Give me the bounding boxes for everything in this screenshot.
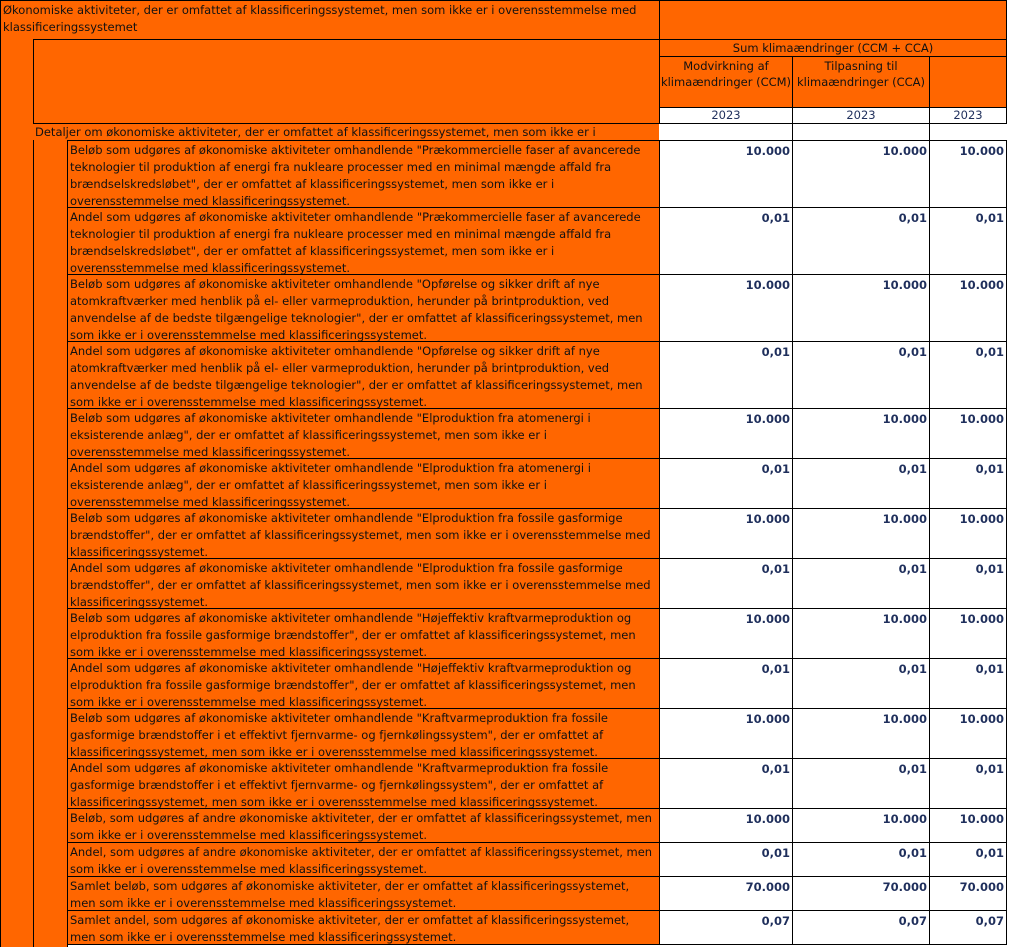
row-label: Andel som udgøres af økonomiske aktiviteter omhandlende "Højeffektiv kraftvarmeproduktion og elproduktion fra fossile gasformige brændstoffer", der er omfattet af klassificeringssystemet, men som ikke er i overensstemmelse med klassificeringssystemet. <box>70 661 636 709</box>
indent-strip-inner <box>33 140 68 947</box>
value-cca: 0,01 <box>898 345 927 359</box>
value-cca-cell[interactable] <box>792 558 930 609</box>
row-label: Beløb som udgøres af økonomiske aktiviteter omhandlende "Prækommercielle faser af avancerede teknologier til produktion af energi fra nukleare processer med en minimal mængde affald fra brændselskredsløbet", der er omfattet af klassificeringssystemet, men som ikke er i overensstemmelse med klassificeringssystemet. <box>70 143 641 208</box>
value-total-cell[interactable] <box>929 207 1007 275</box>
value-total-cell[interactable] <box>929 274 1007 342</box>
value-ccm-cell[interactable] <box>659 207 793 275</box>
value-ccm-cell[interactable] <box>659 274 793 342</box>
value-ccm: 0,01 <box>761 846 790 860</box>
details-label-cell <box>33 124 660 141</box>
value-cca: 0,01 <box>898 846 927 860</box>
value-total: 0,01 <box>975 846 1004 860</box>
value-cca-cell[interactable] <box>792 758 930 809</box>
value-ccm: 0,01 <box>761 662 790 676</box>
row-label: Andel som udgøres af økonomiske aktiviteter omhandlende "Prækommercielle faser af avancerede teknologier til produktion af energi fra nukleare processer med en minimal mængde affald fra brændselskredsløbet", der er omfattet af klassificeringssystemet, men som ikke er i overensstemmelse med klassificeringssystemet. <box>70 210 641 275</box>
row-label-cell <box>67 608 660 659</box>
value-total-cell[interactable] <box>929 408 1007 459</box>
value-cca-cell[interactable] <box>792 274 930 342</box>
row-label-cell <box>67 341 660 409</box>
value-cca-cell[interactable] <box>792 910 930 945</box>
col-header-ccm <box>659 56 793 108</box>
value-cca: 10.000 <box>882 512 927 526</box>
value-ccm: 0,07 <box>761 914 790 928</box>
value-total-cell[interactable] <box>929 608 1007 659</box>
row-label: Andel som udgøres af økonomiske aktiviteter omhandlende "Kraftvarmeproduktion fra fossile gasformige brændstoffer i et effektivt fjernvarme- og fjernkølingssystem", der er omfattet af klassificeringssystemet, men som ikke er i overensstemmelse med klassificeringssystemet. <box>70 761 609 809</box>
value-total-cell[interactable] <box>929 458 1007 509</box>
row-label-cell <box>67 910 660 945</box>
row-label-cell <box>67 207 660 275</box>
value-cca: 0,01 <box>898 462 927 476</box>
value-cca-cell[interactable] <box>792 207 930 275</box>
details-gap-divider-1 <box>792 124 793 141</box>
value-total-cell[interactable] <box>929 658 1007 709</box>
row-label: Andel som udgøres af økonomiske aktiviteter omhandlende "Elproduktion fra fossile gasformige brændstoffer", der er omfattet af klassificeringssystemet, men som ikke er i overensstemmelse med klassificeringssystemet. <box>70 561 651 609</box>
row-label: Beløb som udgøres af økonomiske aktiviteter omhandlende "Opførelse og sikker drift af nye atomkraftværker med henblik på el- eller varmeproduktion, herunder på brintproduktion, ved anvendelse af de bedste tilgængelige teknologier", der er omfattet af klassificeringssystemet, men som ikke er i overensstemmelse med klassificeringssystemet. <box>70 277 643 342</box>
year-cell-total <box>929 107 1007 124</box>
row-label-cell <box>67 408 660 459</box>
value-cca-cell[interactable] <box>792 458 930 509</box>
value-ccm: 0,01 <box>761 562 790 576</box>
value-total: 10.000 <box>959 812 1004 826</box>
year-cell-cca <box>792 107 930 124</box>
group-header: Sum klimaændringer (CCM + CCA) <box>732 41 934 55</box>
section-title-cell <box>0 0 660 40</box>
row-label-cell <box>67 842 660 877</box>
header-label-block <box>33 39 660 124</box>
value-total: 0,01 <box>975 211 1004 225</box>
row-label: Samlet andel, som udgøres af økonomiske aktiviteter, der er omfattet af klassificeringssystemet, men som ikke er i overensstemmelse med klassificeringssystemet. <box>70 913 630 944</box>
value-total-cell[interactable] <box>929 140 1007 208</box>
row-label: Samlet beløb, som udgøres af økonomiske aktiviteter, der er omfattet af klassificeringssystemet, men som ikke er i overensstemmelse med klassificeringssystemet. <box>70 879 630 910</box>
value-total: 10.000 <box>959 612 1004 626</box>
value-cca: 10.000 <box>882 278 927 292</box>
value-total-cell[interactable] <box>929 808 1007 843</box>
section-title: Økonomiske aktiviteter, der er omfattet af klassificeringssystemet, men som ikke er i overensstemmelse med klassificeringssystemet <box>3 3 637 34</box>
value-ccm: 10.000 <box>745 512 790 526</box>
value-total: 10.000 <box>959 144 1004 158</box>
value-cca: 10.000 <box>882 144 927 158</box>
header-filler-right <box>659 0 1007 40</box>
value-ccm-cell[interactable] <box>659 408 793 459</box>
value-total-cell[interactable] <box>929 842 1007 877</box>
value-ccm: 10.000 <box>745 812 790 826</box>
value-ccm-cell[interactable] <box>659 341 793 409</box>
value-total: 0,01 <box>975 762 1004 776</box>
row-label: Beløb, som udgøres af andre økonomiske aktiviteter, der er omfattet af klassificeringssystemet, men som ikke er i overensstemmelse med klassificeringssystemet. <box>70 811 652 842</box>
value-cca: 0,07 <box>898 914 927 928</box>
value-cca-cell[interactable] <box>792 708 930 759</box>
value-ccm: 0,01 <box>761 345 790 359</box>
value-cca: 0,01 <box>898 762 927 776</box>
row-label-cell <box>67 558 660 609</box>
row-label-cell <box>67 458 660 509</box>
row-label-cell <box>67 708 660 759</box>
value-ccm-cell[interactable] <box>659 658 793 709</box>
value-ccm-cell[interactable] <box>659 140 793 208</box>
value-cca: 0,01 <box>898 662 927 676</box>
value-cca: 10.000 <box>882 812 927 826</box>
value-ccm-cell[interactable] <box>659 910 793 945</box>
row-label: Beløb som udgøres af økonomiske aktiviteter omhandlende "Elproduktion fra atomenergi i eksisterende anlæg", der er omfattet af klassificeringssystemet, men som ikke er i overensstemmelse med klassificeringssystemet. <box>70 411 591 459</box>
value-cca-cell[interactable] <box>792 140 930 208</box>
row-label: Beløb som udgøres af økonomiske aktiviteter omhandlende "Kraftvarmeproduktion fra fossile gasformige brændstoffer i et effektivt fjernvarme- og fjernkølingssystem", der er omfattet af klassificeringssystemet, men som ikke er i overensstemmelse med klassificeringssystemet. <box>70 711 609 759</box>
value-total-cell[interactable] <box>929 876 1007 911</box>
year-cell-ccm <box>659 107 793 124</box>
value-total-cell[interactable] <box>929 508 1007 559</box>
value-ccm-cell[interactable] <box>659 876 793 911</box>
value-ccm: 0,01 <box>761 211 790 225</box>
value-cca-cell[interactable] <box>792 608 930 659</box>
value-total-cell[interactable] <box>929 558 1007 609</box>
col-header-cca-label: Tilpasning til klimaændringer (CCA) <box>796 59 926 89</box>
year-cca: 2023 <box>846 108 876 122</box>
row-label-cell <box>67 508 660 559</box>
col-header-cca <box>792 56 930 108</box>
row-label: Beløb som udgøres af økonomiske aktiviteter omhandlende "Elproduktion fra fossile gasformige brændstoffer", der er omfattet af klassificeringssystemet, men som ikke er i overensstemmelse med klassificeringssystemet. <box>70 511 651 559</box>
value-ccm: 10.000 <box>745 278 790 292</box>
value-total-cell[interactable] <box>929 910 1007 945</box>
value-total-cell[interactable] <box>929 341 1007 409</box>
value-cca-cell[interactable] <box>792 508 930 559</box>
value-total: 0,07 <box>975 914 1004 928</box>
value-total-cell[interactable] <box>929 708 1007 759</box>
row-label-cell <box>67 274 660 342</box>
details-value-gap <box>659 124 1007 141</box>
value-ccm-cell[interactable] <box>659 608 793 659</box>
value-cca-cell[interactable] <box>792 658 930 709</box>
value-total: 10.000 <box>959 512 1004 526</box>
value-ccm: 0,01 <box>761 762 790 776</box>
group-header-cell <box>659 39 1007 57</box>
details-label: Detaljer om økonomiske aktiviteter, der er omfattet af klassificeringssystemet, men som ikke er i <box>35 125 596 139</box>
value-ccm-cell[interactable] <box>659 508 793 559</box>
row-label: Andel, som udgøres af andre økonomiske aktiviteter, der er omfattet af klassificeringssystemet, men som ikke er i overensstemmelse med klassificeringssystemet. <box>70 845 653 876</box>
value-ccm: 10.000 <box>745 612 790 626</box>
value-ccm-cell[interactable] <box>659 842 793 877</box>
value-ccm: 10.000 <box>745 144 790 158</box>
value-total-cell[interactable] <box>929 758 1007 809</box>
value-ccm: 0,01 <box>761 462 790 476</box>
row-label-cell <box>67 658 660 709</box>
value-ccm: 10.000 <box>745 412 790 426</box>
value-cca: 10.000 <box>882 612 927 626</box>
value-total: 0,01 <box>975 462 1004 476</box>
year-total: 2023 <box>953 108 983 122</box>
row-label: Beløb som udgøres af økonomiske aktiviteter omhandlende "Højeffektiv kraftvarmeproduktion og elproduktion fra fossile gasformige brændstoffer", der er omfattet af klassificeringssystemet, men som ikke er i overensstemmelse med klassificeringssystemet. <box>70 611 636 659</box>
value-cca-cell[interactable] <box>792 408 930 459</box>
value-ccm-cell[interactable] <box>659 708 793 759</box>
value-total: 70.000 <box>959 880 1004 894</box>
value-total: 0,01 <box>975 662 1004 676</box>
value-cca-cell[interactable] <box>792 876 930 911</box>
value-ccm-cell[interactable] <box>659 558 793 609</box>
indent-strip-outer <box>0 39 34 947</box>
value-cca-cell[interactable] <box>792 808 930 843</box>
value-ccm-cell[interactable] <box>659 808 793 843</box>
value-ccm: 10.000 <box>745 712 790 726</box>
value-ccm-cell[interactable] <box>659 758 793 809</box>
details-gap-divider-2 <box>929 124 930 141</box>
row-label-cell <box>67 758 660 809</box>
value-total: 0,01 <box>975 562 1004 576</box>
col-header-total <box>929 56 1007 108</box>
value-ccm-cell[interactable] <box>659 458 793 509</box>
value-cca-cell[interactable] <box>792 842 930 877</box>
value-total: 0,01 <box>975 345 1004 359</box>
value-cca-cell[interactable] <box>792 341 930 409</box>
row-label: Andel som udgøres af økonomiske aktiviteter omhandlende "Opførelse og sikker drift af nye atomkraftværker med henblik på el- eller varmeproduktion, herunder på brintproduktion, ved anvendelse af de bedste tilgængelige teknologier", der er omfattet af klassificeringssystemet, men som ikke er i overensstemmelse med klassificeringssystemet. <box>70 344 643 409</box>
value-cca: 0,01 <box>898 211 927 225</box>
value-total: 10.000 <box>959 412 1004 426</box>
value-total: 10.000 <box>959 712 1004 726</box>
row-label-cell <box>67 140 660 208</box>
row-label-cell <box>67 808 660 843</box>
value-ccm: 70.000 <box>745 880 790 894</box>
value-cca: 10.000 <box>882 412 927 426</box>
col-header-ccm-label: Modvirkning af klimaændringer (CCM) <box>660 59 792 89</box>
row-label: Andel som udgøres af økonomiske aktiviteter omhandlende "Elproduktion fra atomenergi i eksisterende anlæg", der er omfattet af klassificeringssystemet, men som ikke er i overensstemmelse med klassificeringssystemet. <box>70 461 591 509</box>
value-total: 10.000 <box>959 278 1004 292</box>
row-label-cell <box>67 876 660 911</box>
value-cca: 0,01 <box>898 562 927 576</box>
value-cca: 10.000 <box>882 712 927 726</box>
value-cca: 70.000 <box>882 880 927 894</box>
year-ccm: 2023 <box>711 108 741 122</box>
